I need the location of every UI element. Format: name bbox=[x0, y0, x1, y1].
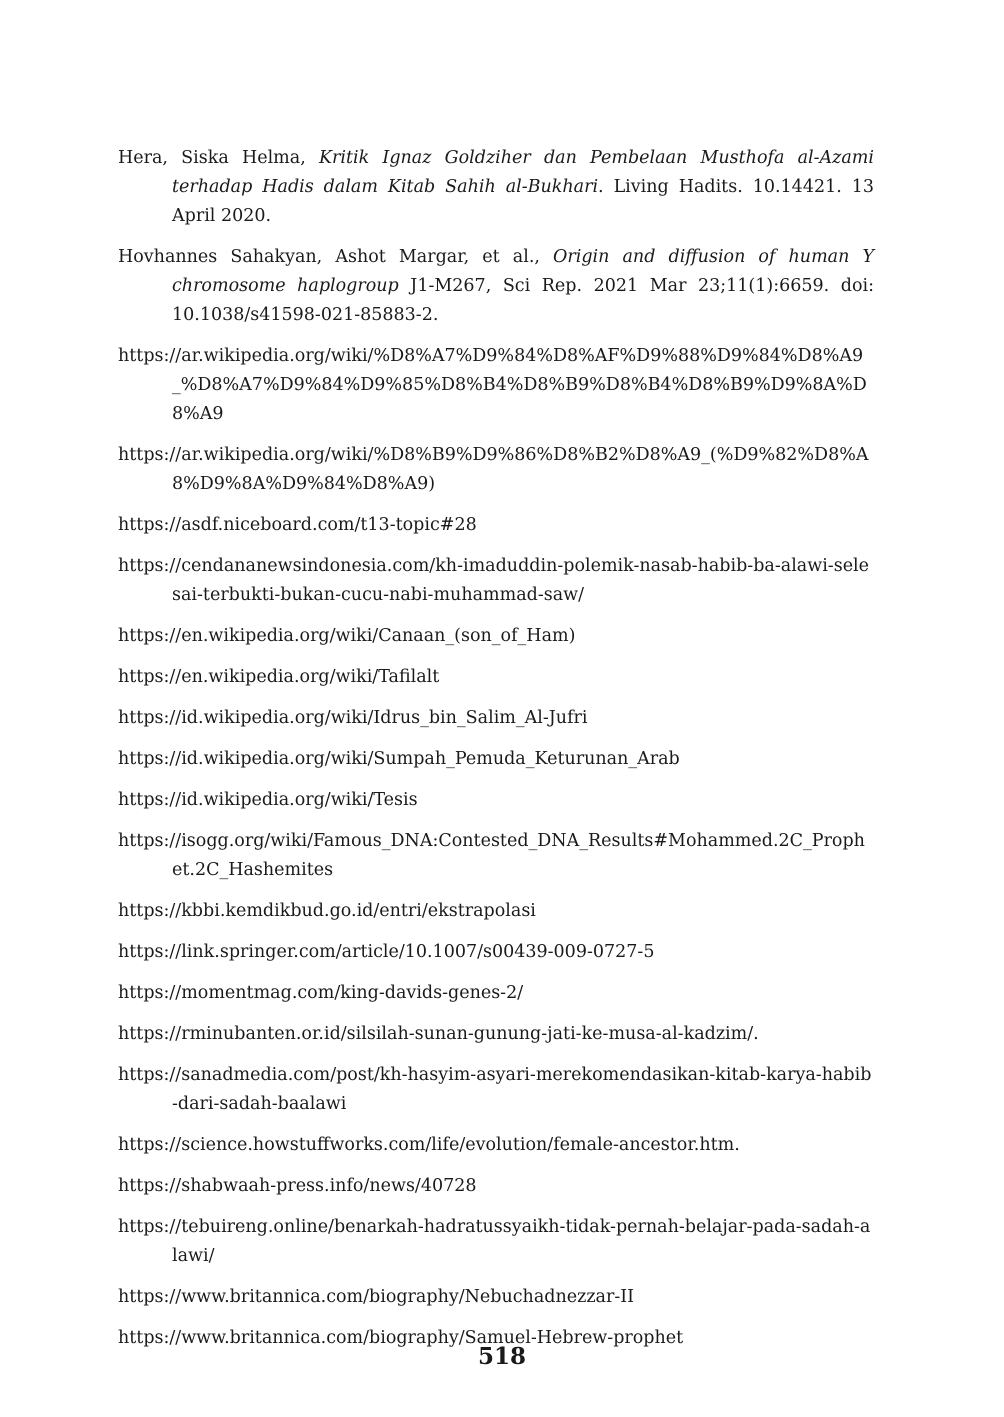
reference-url: https://www.britannica.com/biography/Samuel-Hebrew-prophet bbox=[118, 1328, 684, 1348]
bibliography-list bbox=[118, 144, 874, 1365]
reference-entry bbox=[118, 243, 874, 330]
reference-url: https://sanadmedia.com/post/kh-hasyim-asyari-merekomendasikan-kitab-karya-habib-dari-sadah-baalawi bbox=[118, 1065, 872, 1114]
reference-url: https://science.howstuffworks.com/life/evolution/female-ancestor.htm. bbox=[118, 1135, 740, 1155]
reference-author: Hera, Siska Helma, bbox=[118, 148, 319, 168]
reference-url: https://link.springer.com/article/10.1007/s00439-009-0727-5 bbox=[118, 942, 655, 962]
reference-url: https://shabwaah-press.info/news/40728 bbox=[118, 1176, 477, 1196]
reference-entry bbox=[118, 144, 874, 231]
reference-url: https://en.wikipedia.org/wiki/Tafilalt bbox=[118, 667, 440, 687]
reference-url: https://id.wikipedia.org/wiki/Sumpah_Pemuda_Keturunan_Arab bbox=[118, 749, 680, 769]
reference-url: https://id.wikipedia.org/wiki/Tesis bbox=[118, 790, 418, 810]
reference-url: https://rminubanten.or.id/silsilah-sunan-gunung-jati-ke-musa-al-kadzim/. bbox=[118, 1024, 759, 1044]
reference-url: https://cendananewsindonesia.com/kh-imaduddin-polemik-nasab-habib-ba-alawi-selesai-terbukti-bukan-cucu-nabi-muhammad-saw/ bbox=[118, 556, 870, 605]
reference-url: https://momentmag.com/king-davids-genes-2/ bbox=[118, 983, 524, 1003]
reference-title: Kritik Ignaz Goldziher dan Pembelaan Musthofa al-Azami terhadap Hadis dalam Kitab Sahih al-Bukhari bbox=[172, 148, 874, 197]
reference-url: https://ar.wikipedia.org/wiki/%D8%A7%D9%84%D8%AF%D9%88%D9%84%D8%A9_%D8%A7%D9%84%D9%85%D8%B4%D8%B9%D8%B4%D8%B9%D9%8A%D8%A9 bbox=[118, 346, 867, 424]
reference-url: https://asdf.niceboard.com/t13-topic#28 bbox=[118, 515, 477, 535]
reference-source: J1-M267, Sci Rep. 2021 Mar 23;11(1):6659. doi: 10.1038/s41598-021-85883-2. bbox=[172, 276, 874, 325]
reference-url: https://isogg.org/wiki/Famous_DNA:Contested_DNA_Results#Mohammed.2C_Prophet.2C_Hashemites bbox=[118, 831, 865, 880]
reference-url: https://id.wikipedia.org/wiki/Idrus_bin_Salim_Al-Jufri bbox=[118, 708, 588, 728]
reference-title: Origin and diffusion of human Y chromosome haplogroup bbox=[172, 247, 875, 296]
reference-url: https://tebuireng.online/benarkah-hadratussyaikh-tidak-pernah-belajar-pada-sadah-alawi/ bbox=[118, 1217, 871, 1266]
reference-author: Hovhannes Sahakyan, Ashot Margar, et al., bbox=[118, 247, 554, 267]
reference-url: https://www.britannica.com/biography/Nebuchadnezzar-II bbox=[118, 1287, 635, 1307]
reference-url: https://en.wikipedia.org/wiki/Canaan_(son_of_Ham) bbox=[118, 626, 576, 646]
reference-url: https://kbbi.kemdikbud.go.id/entri/ekstrapolasi bbox=[118, 901, 536, 921]
reference-source: . Living Hadits. 10.14421. 13 April 2020. bbox=[172, 177, 874, 226]
reference-url: https://ar.wikipedia.org/wiki/%D8%B9%D9%86%D8%B2%D8%A9_(%D9%82%D8%A8%D9%8A%D9%84%D8%A9) bbox=[118, 445, 869, 494]
page-number: 518 bbox=[477, 1343, 526, 1370]
